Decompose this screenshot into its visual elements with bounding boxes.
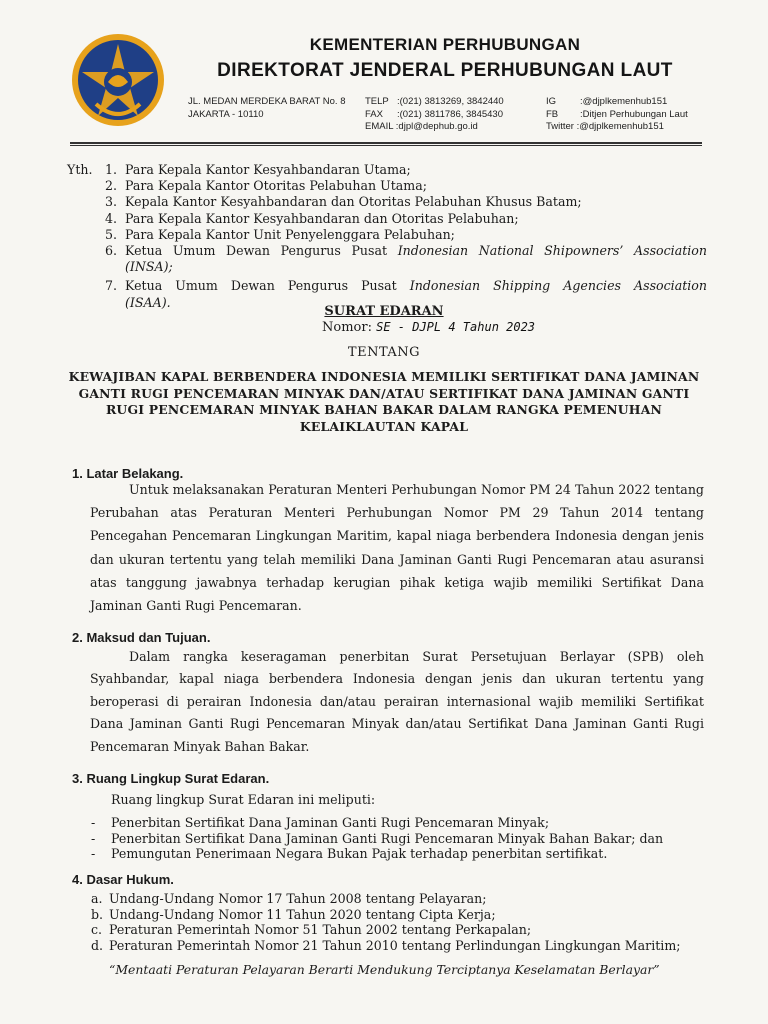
letter-type: SURAT EDARAN — [324, 304, 444, 319]
kemenhub-logo-icon — [70, 32, 166, 128]
section-3-heading: 3. Ruang Lingkup Surat Edaran. — [72, 771, 270, 786]
list-item: 3. Kepala Kantor Kesyahbandaran dan Otoritas Pelabuhan Khusus Batam; — [105, 194, 582, 210]
list-item: (ISAA). — [125, 294, 171, 310]
section-1-body: Untuk melaksanakan Peraturan Menteri Perhubungan Nomor PM 24 Tahun 2022 tentang Perubahan atas Peraturan Menteri Perhubungan Nomor PM 29 Tahun 2014 tentang Pencegahan Pencemaran Lingkungan Maritim, kapal niaga berbendera Indonesia dengan jenis dan ukuran tertentu yang telah memiliki Dana Jaminan Ganti Rugi Pencemaran atau asuransi atas tanggung jawabnya terhadap kerugian pihak ketiga wajib memiliki Sertifikat Dana Jaminan Ganti Rugi Pencemaran. — [90, 482, 704, 614]
list-item: - Penerbitan Sertifikat Dana Jaminan Ganti Rugi Pencemaran Minyak; — [91, 815, 550, 830]
ig-label: IG — [546, 96, 557, 107]
list-item: 5. Para Kepala Kantor Unit Penyelenggara Pelabuhan; — [105, 226, 455, 242]
address-line-2: JAKARTA - 10110 — [188, 108, 264, 120]
directorate-name: DIREKTORAT JENDERAL PERHUBUNGAN LAUT — [217, 60, 673, 81]
footer-motto: “Mentaati Peraturan Pelayaran Berarti Mendukung Terciptanya Keselamatan Berlayar” — [109, 962, 660, 977]
nomor-label: Nomor: — [322, 320, 372, 335]
section-2-body: Dalam rangka keseragaman penerbitan Surat Persetujuan Berlayar (SPB) oleh Syahbandar, kapal niaga berbendera Indonesia dengan jenis dan ukuran tertentu yang beroperasi di perairan Indonesia dan/atau perairan internasional wajib memiliki Sertifikat Dana Jaminan Ganti Rugi Pencemaran Minyak dan/atau Sertifikat Dana Jaminan Ganti Rugi Pencemaran Minyak Bahan Bakar. — [90, 649, 704, 754]
letter-subject: KEWAJIBAN KAPAL BERBENDERA INDONESIA MEMILIKI SERTIFIKAT DANA JAMINAN GANTI RUGI PENCEMARAN MINYAK DAN/ATAU SERTIFIKAT DANA JAMINAN GANTI RUGI PENCEMARAN MINYAK BAHAN BAKAR DALAM RANGKA PEMENUHAN KELAIKLAUTAN KAPAL — [68, 369, 700, 434]
address-line-1: JL. MEDAN MERDEKA BARAT No. 8 — [188, 96, 346, 107]
email-text: EMAIL :djpl@dephub.go.id — [365, 121, 478, 132]
ig-value: :@djplkemenhub151 — [580, 96, 668, 107]
list-item: c. Peraturan Pemerintah Nomor 51 Tahun 2002 tentang Perkapalan; — [91, 922, 532, 938]
section-1-heading: 1. Latar Belakang. — [72, 466, 184, 481]
section-2-heading: 2. Maksud dan Tujuan. — [72, 630, 211, 645]
list-item: - Penerbitan Sertifikat Dana Jaminan Ganti Rugi Pencemaran Minyak Bahan Bakar; dan — [91, 830, 664, 846]
list-item: a. Undang-Undang Nomor 17 Tahun 2008 tentang Pelayaran; — [91, 891, 487, 906]
section-3-intro: Ruang lingkup Surat Edaran ini meliputi: — [111, 792, 376, 807]
letterhead-divider — [70, 142, 702, 144]
fax-label: FAX — [365, 108, 383, 120]
twitter-text: Twitter :@djplkemenhub151 — [546, 121, 664, 132]
section-4-heading: 4. Dasar Hukum. — [72, 872, 174, 887]
list-item: 6. Ketua Umum Dewan Pengurus Pusat Indonesian National Shipowners’ Association — [105, 243, 707, 259]
list-item: 2. Para Kepala Kantor Otoritas Pelabuhan Utama; — [105, 178, 428, 194]
fb-value: :Ditjen Perhubungan Laut — [580, 108, 688, 120]
tentang-label: TENTANG — [347, 345, 421, 360]
telp-label: TELP — [365, 96, 389, 107]
telp-value: :(021) 3813269, 3842440 — [397, 96, 504, 107]
letterhead-divider-thin — [70, 145, 702, 146]
list-item: - Pemungutan Penerimaan Negara Bukan Pajak terhadap penerbitan sertifikat. — [91, 846, 608, 862]
section-3-list — [91, 815, 711, 862]
nomor-handwritten: SE - DJPL 4 Tahun 2023 — [376, 320, 536, 334]
letter-number — [322, 320, 535, 335]
yth-label: Yth. — [67, 162, 93, 177]
list-item: 4. Para Kepala Kantor Kesyahbandaran dan Otoritas Pelabuhan; — [105, 210, 519, 226]
addressee-list — [67, 162, 707, 311]
list-item: Yth. 1. Para Kepala Kantor Kesyahbandaran Utama; — [67, 162, 411, 177]
social-block — [546, 96, 726, 134]
ministry-name: KEMENTERIAN PERHUBUNGAN — [309, 35, 581, 54]
address-block — [188, 96, 358, 121]
list-item: (INSA); — [125, 259, 173, 275]
section-4-list — [91, 891, 709, 953]
list-item: 7. Ketua Umum Dewan Pengurus Pusat Indonesian Shipping Agencies Association — [105, 278, 707, 294]
phone-block — [365, 96, 555, 134]
list-item: d. Peraturan Pemerintah Nomor 21 Tahun 2010 tentang Perlindungan Lingkungan Maritim; — [91, 937, 681, 953]
fb-label: FB — [546, 108, 559, 120]
list-item: b. Undang-Undang Nomor 11 Tahun 2020 tentang Cipta Kerja; — [91, 906, 496, 922]
fax-value: :(021) 3811786, 3845430 — [397, 108, 503, 120]
